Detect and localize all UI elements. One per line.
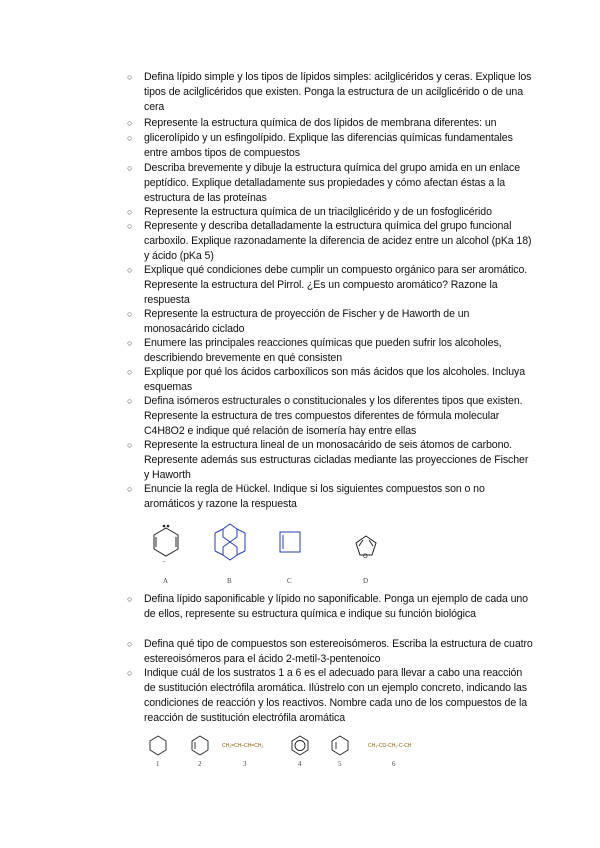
- question-text: Represente la estructura de proyección de Fischer y de Haworth de un monosacárido ciclado: [144, 308, 470, 335]
- compound-a-label: A: [163, 577, 169, 585]
- substrate-3-label: 3: [243, 760, 247, 768]
- substrate-6-formula: CH₃-CO-CH₂-C-CH: [368, 743, 412, 749]
- bullet-icon: ○: [127, 396, 133, 406]
- substrate-6-label: 6: [392, 760, 396, 768]
- question-text: Defina isómeros estructurales o constitucionales y los diferentes tipos que existen. Represente la estructura de tres compuestos diferentes de fórmula molecular C4H8O2 e indique qué relación de isomería hay entre ellas: [144, 395, 523, 437]
- bullet-icon: ○: [127, 163, 133, 173]
- list-item: [127, 131, 534, 161]
- list-item: [127, 666, 534, 726]
- list-item: [127, 365, 534, 395]
- bullet-icon: ○: [127, 484, 133, 494]
- question-text: Represente la estructura química de dos lípidos de membrana diferentes: un: [144, 117, 497, 129]
- bullet-icon: ○: [127, 207, 133, 217]
- compound-d-label: D: [363, 577, 369, 585]
- question-text: Defina qué tipo de compuestos son estereoisómeros. Escriba la estructura de cuatro estereoisómeros para el ácido 2-metil-3-pentenoico: [144, 638, 533, 665]
- list-item: [127, 70, 534, 115]
- question-text: Explique qué condiciones debe cumplir un compuesto orgánico para ser aromático. Represente la estructura del Pirrol. ¿Es un compuesto aromático? Razone la respuesta: [144, 264, 528, 306]
- bullet-icon: ○: [127, 367, 133, 377]
- question-text: Represente y describa detalladamente la estructura química del grupo funcional carboxilo. Explique razonadamente la diferencia de acidez entre un alcohol (pKa 18) y ácido (pKa 5): [144, 220, 532, 262]
- substrate-3-formula: CH₂=CH–CH=CH₂: [222, 743, 264, 749]
- compound-b-label: B: [227, 577, 232, 585]
- substrate-5-structure: [332, 736, 348, 755]
- aromaticity-figure: [140, 520, 400, 588]
- list-item: [127, 161, 534, 206]
- list-item: [127, 263, 534, 308]
- compound-c-label: C: [287, 577, 292, 585]
- question-text: Indique cuál de los sustratos 1 a 6 es el adecuado para llevar a cabo una reacción de sustitución electrófila aromática. Ilústrelo con un ejemplo concreto, indicando las condiciones de reacción y los reactivos. Nombre cada uno de los compuestos de la reacción de sustitución electrófila aromática: [144, 667, 528, 724]
- question-text: Explique por qué los ácidos carboxílicos son más ácidos que los alcoholes. Incluya esquemas: [144, 366, 526, 393]
- compound-c-structure: [280, 532, 300, 552]
- bullet-icon: ○: [127, 594, 133, 604]
- list-item: [127, 336, 534, 366]
- list-item: [127, 637, 534, 667]
- bullet-icon: ○: [127, 221, 133, 231]
- svg-text:⁻: ⁻: [162, 560, 166, 567]
- substrate-4-structure: [292, 736, 308, 755]
- substrate-2-structure: [192, 736, 208, 755]
- list-item: [127, 394, 534, 439]
- substrate-1-structure: [150, 736, 166, 755]
- list-item: [127, 219, 534, 264]
- bullet-icon: ○: [127, 639, 133, 649]
- list-item: [127, 116, 534, 131]
- substrate-4-label: 4: [298, 760, 302, 768]
- bullet-icon: ○: [127, 668, 133, 678]
- list-item: [127, 307, 534, 337]
- bullet-icon: ○: [127, 265, 133, 275]
- compound-d-structure: [356, 536, 376, 560]
- bullet-icon: ○: [127, 338, 133, 348]
- bullet-icon: ○: [127, 440, 133, 450]
- compound-b-structure: [215, 524, 245, 560]
- bullet-icon: ○: [127, 133, 133, 143]
- question-text: Represente la estructura lineal de un monosacárido de seis átomos de carbono. Represente además sus estructuras cicladas mediante las proyecciones de Fischer y Haworth: [144, 439, 529, 481]
- svg-text:O: O: [363, 554, 368, 560]
- question-text: Enumere las principales reacciones químicas que pueden sufrir los alcoholes, describiendo brevemente en qué consisten: [144, 337, 502, 364]
- question-text: Represente la estructura química de un triacilglicérido y de un fosfoglicérido: [144, 206, 492, 218]
- question-text: Enuncie la regla de Hückel. Indique si los siguientes compuestos son o no aromáticos y razone la respuesta: [144, 483, 485, 510]
- question-text: glicerolípido y un esfingolípido. Explique las diferencias químicas fundamentales entre ambos tipos de compuestos: [144, 132, 513, 159]
- list-item: [127, 482, 534, 512]
- substrate-1-label: 1: [156, 760, 160, 768]
- question-text: Defina lípido saponificable y lípido no saponificable. Ponga un ejemplo de cada uno de ellos, represente su estructura química e indique su función biológica: [144, 593, 528, 620]
- substrate-2-label: 2: [198, 760, 202, 768]
- bullet-icon: ○: [127, 118, 133, 128]
- list-item: [127, 438, 534, 483]
- bullet-icon: ○: [127, 309, 133, 319]
- substrates-figure: [140, 732, 440, 770]
- list-item: [127, 592, 534, 622]
- question-text: Defina lípido simple y los tipos de lípidos simples: acilglicéridos y ceras. Explique los tipos de acilglicéridos que existen. Ponga la estructura de un acilglicérido o de una cera: [144, 71, 532, 113]
- question-text: Describa brevemente y dibuje la estructura química del grupo amida en un enlace peptídico. Explique detalladamente sus propiedades y cómo afectan éstas a la estructura de las proteínas: [144, 162, 521, 204]
- bullet-icon: ○: [127, 72, 133, 82]
- compound-a-structure: [154, 525, 178, 567]
- list-item: [127, 205, 534, 220]
- substrate-5-label: 5: [338, 760, 342, 768]
